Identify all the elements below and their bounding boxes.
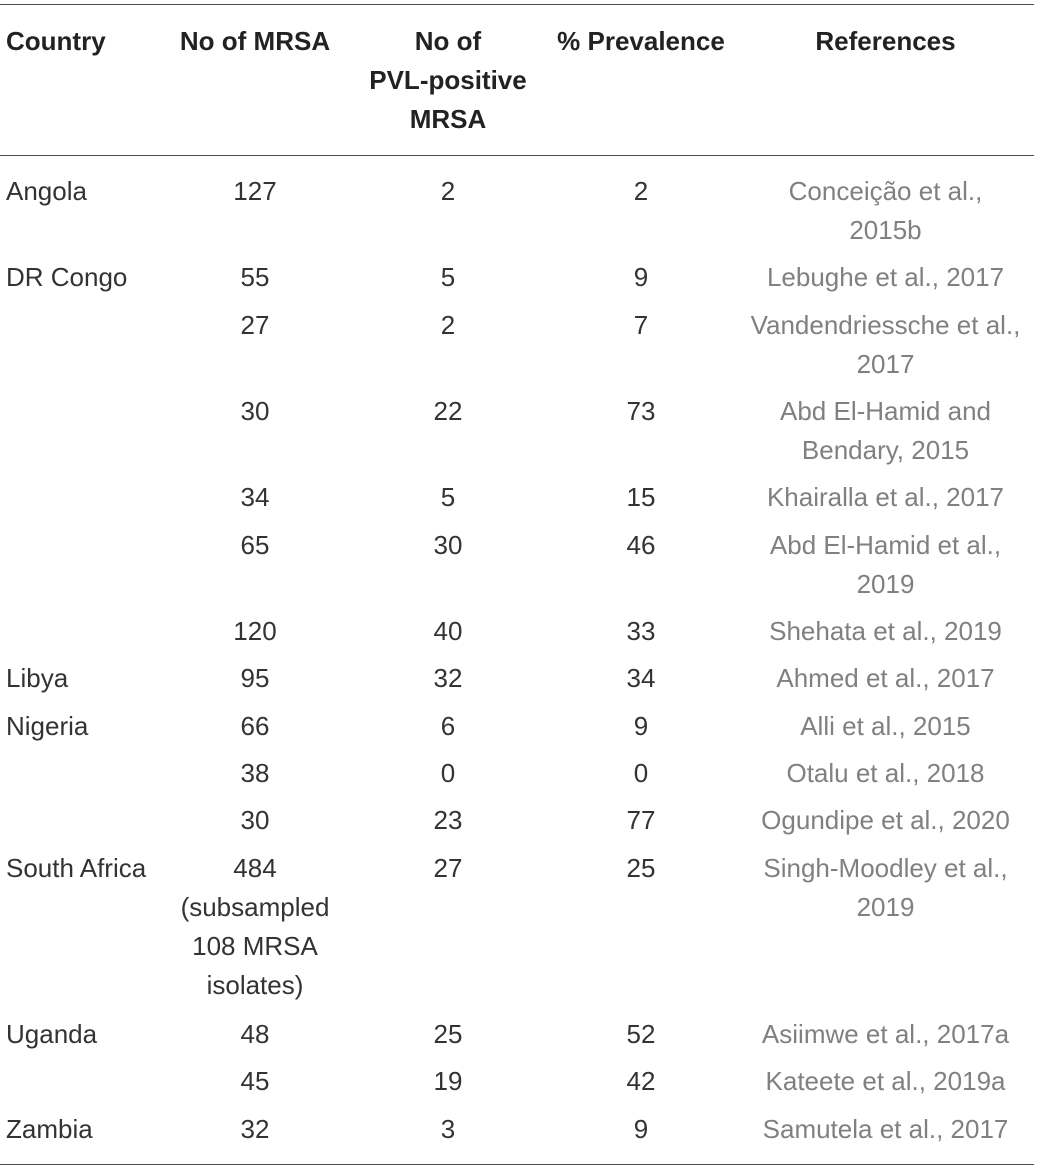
cell-prevalence: 34 — [626, 663, 656, 693]
cell-prevalence: 2 — [633, 176, 649, 206]
cell-reference: Ogundipe et al., 2020 — [761, 805, 1010, 835]
cell-no-of-mrsa: 55 — [240, 262, 270, 292]
cell-no-of-pvl-positive: 25 — [433, 1019, 463, 1049]
cell-country: South Africa — [6, 853, 147, 883]
cell-no-of-pvl-positive: 3 — [440, 1114, 456, 1144]
table-bottom-rule — [0, 1164, 1034, 1165]
cell-prevalence: 46 — [626, 530, 656, 560]
cell-no-of-mrsa: 30 — [240, 396, 270, 426]
cell-prevalence: 52 — [626, 1019, 656, 1049]
cell-no-of-pvl-positive: 19 — [433, 1066, 463, 1096]
cell-prevalence: 9 — [633, 711, 649, 741]
cell-country: Zambia — [6, 1114, 93, 1144]
cell-prevalence: 73 — [626, 396, 656, 426]
cell-reference: Abd El-Hamid and Bendary, 2015 — [780, 396, 991, 465]
header-prevalence: % Prevalence — [557, 26, 725, 56]
cell-no-of-mrsa: 38 — [240, 758, 270, 788]
cell-reference: Khairalla et al., 2017 — [766, 482, 1005, 512]
cell-prevalence: 77 — [626, 805, 656, 835]
cell-reference: Singh-Moodley et al., 2019 — [763, 853, 1008, 922]
cell-country: Angola — [6, 176, 87, 206]
header-references: References — [815, 26, 956, 56]
cell-no-of-pvl-positive: 30 — [433, 530, 463, 560]
cell-reference: Otalu et al., 2018 — [786, 758, 985, 788]
cell-no-of-mrsa: 120 — [233, 616, 277, 646]
header-no-of-mrsa: No of MRSA — [179, 26, 331, 56]
cell-prevalence: 25 — [626, 853, 656, 883]
cell-country: Uganda — [6, 1019, 98, 1049]
cell-country: Nigeria — [6, 711, 89, 741]
cell-no-of-pvl-positive: 5 — [440, 262, 456, 292]
cell-reference: Abd El-Hamid et al., 2019 — [769, 530, 1002, 599]
cell-prevalence: 9 — [633, 1114, 649, 1144]
header-rule — [0, 155, 1034, 156]
cell-no-of-pvl-positive: 2 — [440, 176, 456, 206]
header-country: Country — [6, 26, 106, 56]
cell-reference: Shehata et al., 2019 — [769, 616, 1002, 646]
cell-no-of-mrsa: 127 — [233, 176, 277, 206]
table-top-rule — [0, 4, 1034, 5]
cell-no-of-mrsa: 30 — [240, 805, 270, 835]
cell-no-of-pvl-positive: 5 — [440, 482, 456, 512]
cell-no-of-mrsa: 48 — [240, 1019, 270, 1049]
cell-no-of-pvl-positive: 0 — [440, 758, 456, 788]
cell-no-of-mrsa: 66 — [240, 711, 270, 741]
cell-reference: Asiimwe et al., 2017a — [761, 1019, 1010, 1049]
cell-no-of-mrsa: 32 — [240, 1114, 270, 1144]
cell-prevalence: 7 — [633, 310, 649, 340]
cell-prevalence: 0 — [633, 758, 649, 788]
cell-no-of-mrsa: 484 (subsampled 108 MRSA isolates) — [180, 853, 330, 1000]
cell-prevalence: 9 — [633, 262, 649, 292]
cell-no-of-pvl-positive: 6 — [440, 711, 456, 741]
cell-no-of-mrsa: 65 — [240, 530, 270, 560]
cell-reference: Alli et al., 2015 — [800, 711, 971, 741]
cell-no-of-mrsa: 27 — [240, 310, 270, 340]
cell-no-of-pvl-positive: 32 — [433, 663, 463, 693]
cell-reference: Lebughe et al., 2017 — [766, 262, 1005, 292]
cell-reference: Vandendriessche et al., 2017 — [750, 310, 1021, 379]
cell-no-of-mrsa: 95 — [240, 663, 270, 693]
cell-prevalence: 15 — [626, 482, 656, 512]
cell-country: Libya — [6, 663, 69, 693]
cell-reference: Conceição et al., 2015b — [788, 176, 983, 245]
cell-no-of-pvl-positive: 23 — [433, 805, 463, 835]
cell-no-of-mrsa: 34 — [240, 482, 270, 512]
cell-country: DR Congo — [6, 262, 128, 292]
cell-prevalence: 33 — [626, 616, 656, 646]
cell-no-of-pvl-positive: 27 — [433, 853, 463, 883]
cell-no-of-pvl-positive: 22 — [433, 396, 463, 426]
cell-no-of-pvl-positive: 2 — [440, 310, 456, 340]
cell-reference: Ahmed et al., 2017 — [776, 663, 995, 693]
cell-no-of-pvl-positive: 40 — [433, 616, 463, 646]
cell-reference: Samutela et al., 2017 — [762, 1114, 1009, 1144]
header-no-of-pvl-positive-mrsa: No of PVL-positive MRSA — [369, 26, 527, 134]
cell-prevalence: 42 — [626, 1066, 656, 1096]
cell-no-of-mrsa: 45 — [240, 1066, 270, 1096]
cell-reference: Kateete et al., 2019a — [765, 1066, 1006, 1096]
